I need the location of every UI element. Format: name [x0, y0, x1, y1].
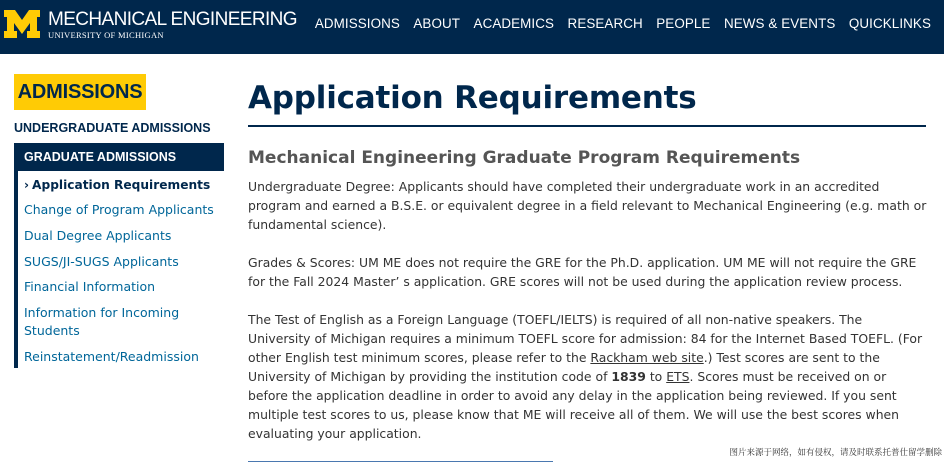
sidebar-undergraduate-admissions[interactable]: UNDERGRADUATE ADMISSIONS	[14, 121, 211, 135]
nav-research[interactable]: RESEARCH	[567, 16, 643, 31]
toefl-text: .) Test scores are sent to the University of Michigan by providing the institution code of	[248, 350, 880, 384]
sidebar-item-sugs[interactable]: SUGS/JI-SUGS Applicants	[24, 254, 179, 269]
nav-academics[interactable]: ACADEMICS	[473, 16, 555, 31]
sidebar-item-label: Application Requirements	[32, 178, 211, 192]
sidebar-item-reinstatement[interactable]: Reinstatement/Readmission	[24, 349, 199, 364]
nav-about[interactable]: ABOUT	[413, 16, 461, 31]
main-nav	[301, 16, 931, 31]
department-name: MECHANICAL ENGINEERING	[48, 9, 297, 30]
rackham-link[interactable]: Rackham web site	[590, 350, 704, 365]
section-heading: Mechanical Engineering Graduate Program Requirements	[248, 148, 801, 168]
bottom-divider	[248, 461, 553, 462]
page-title: Application Requirements	[248, 80, 697, 116]
sidebar-item-application-requirements[interactable]	[24, 176, 224, 194]
nav-people[interactable]: PEOPLE	[656, 16, 711, 31]
nav-news-events[interactable]: NEWS & EVENTS	[723, 16, 836, 31]
toefl-text: to	[645, 369, 667, 384]
paragraph-toefl	[248, 310, 928, 443]
section-badge: ADMISSIONS	[14, 74, 146, 110]
toefl-text: . Scores must be received on or before the application deadline in order to avoid any delay in the application being reviewed. If you sent multiple test scores to us, please know that ME will receive all of them. We will use the best scores when evaluating your application.	[248, 369, 900, 441]
chevron-right-icon: ›	[24, 178, 30, 192]
block-m-logo-icon	[4, 10, 40, 38]
ets-link[interactable]: ETS	[666, 369, 690, 384]
nav-quicklinks[interactable]: QUICKLINKS	[848, 16, 931, 31]
sidebar-item-financial-information[interactable]: Financial Information	[24, 279, 156, 294]
sidebar-item-incoming-students[interactable]: Information for Incoming Students	[24, 305, 180, 338]
title-divider	[248, 125, 926, 127]
institution-code: 1839	[611, 369, 646, 384]
university-name: UNIVERSITY OF MICHIGAN	[48, 30, 164, 40]
site-header	[0, 0, 944, 54]
nav-admissions[interactable]: ADMISSIONS	[314, 16, 400, 31]
sidebar-graduate-menu	[14, 143, 224, 368]
site-logo[interactable]	[4, 10, 297, 40]
toefl-text: The Test of English as a Foreign Language (TOEFL/IELTS) is required of all non-native speakers. The University of Michigan requires a minimum TOEFL score for admission: 84 for the Internet Based TOEFL. (For other English test minimum scores, please refer to the	[248, 312, 923, 365]
watermark-text: 图片来源于网络，如有侵权，请及时联系托普仕留学删除	[729, 448, 942, 458]
paragraph-grades-scores: Grades & Scores: UM ME does not require the GRE for the Ph.D. application. UM ME will not require the GRE for the Fall 2024 Master’ s application. GRE scores will not be used during the application review process.	[248, 255, 917, 289]
sidebar-graduate-admissions[interactable]: GRADUATE ADMISSIONS	[18, 143, 224, 171]
sidebar-item-dual-degree[interactable]: Dual Degree Applicants	[24, 228, 172, 243]
paragraph-undergraduate-degree: Undergraduate Degree: Applicants should have completed their undergraduate work in an accredited program and earned a B.S.E. or equivalent degree in a field relevant to Mechanical Engineering (e.g. math or fundamental science).	[248, 179, 927, 232]
sidebar-item-change-of-program[interactable]: Change of Program Applicants	[24, 202, 214, 217]
